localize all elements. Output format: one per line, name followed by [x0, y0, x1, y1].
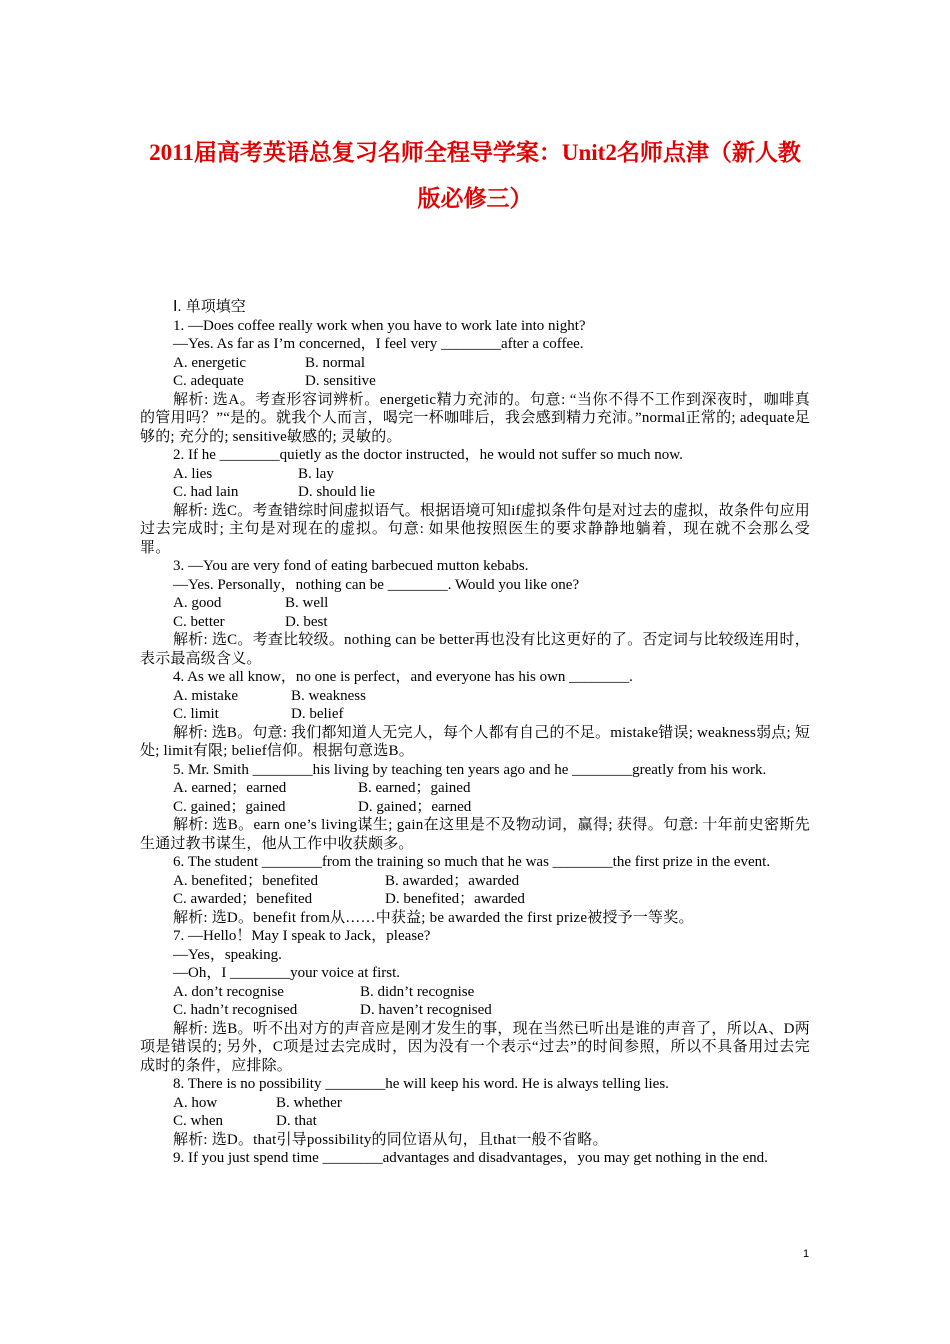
option-text: A. how — [173, 1094, 218, 1111]
option-text: D. that — [276, 1113, 317, 1129]
answer-explanation: 解析: 选C。考查比较级。nothing can be better再也没有比这更好的了。否定词与比较级连用时，表示最高级含义。 — [140, 632, 810, 667]
options-row — [140, 1112, 810, 1131]
option-text: A. mistake — [173, 687, 238, 704]
question-stem: 7. —Hello！May I speak to Jack，please? — [173, 928, 431, 944]
options-row — [140, 705, 810, 724]
option-text: D. gained；earned — [358, 798, 472, 815]
options-row — [140, 483, 810, 502]
option-text: C. better — [173, 613, 225, 630]
option-text: A. don’t recognise — [173, 983, 284, 1000]
option-text: B. lay — [298, 465, 334, 482]
options-row — [140, 687, 810, 706]
option-text: B. earned；gained — [358, 780, 471, 796]
options-row — [140, 594, 810, 613]
option-text: D. belief — [291, 706, 344, 722]
question-stem: 3. —You are very fond of eating barbecued mutton kebabs. — [173, 558, 529, 574]
answer-explanation: 解析: 选D。that引导possibility的同位语从句，且that一般不省略。 — [173, 1131, 608, 1148]
page-number: 1 — [803, 1248, 810, 1260]
option-text: B. whether — [276, 1094, 342, 1111]
answer-explanation: 解析: 选D。benefit from从……中获益; be awarded the first prize被授予一等奖。 — [173, 909, 694, 926]
option-text: B. well — [285, 595, 329, 611]
options-row — [140, 1001, 810, 1020]
question-stem: 9. If you just spend time ________advantages and disadvantages，you may get nothing in the end. — [173, 1150, 768, 1166]
option-text: D. benefited；awarded — [385, 891, 525, 907]
option-text: C. awarded；benefited — [173, 891, 313, 907]
question-line: —Yes，speaking. — [173, 946, 282, 963]
question-list — [140, 317, 810, 1168]
options-row — [140, 779, 810, 798]
option-text: C. limit — [173, 706, 219, 722]
answer-explanation: 解析: 选A。考查形容词辨析。energetic精力充沛的。句意: “当你不得不工作到深夜时，咖啡真的管用吗？”“是的。就我个人而言，喝完一杯咖啡后，我会感到精力充沛。”normal正常的; adequate足够的; 充分的; sensitive敏感的; 灵敏的。 — [140, 391, 810, 445]
document-body — [140, 298, 810, 1168]
option-text: B. weakness — [291, 687, 366, 704]
question-item — [140, 317, 810, 447]
section-heading: Ⅰ. 单项填空 — [173, 298, 246, 315]
question-item — [140, 557, 810, 668]
options-row — [140, 1094, 810, 1113]
question-line: —Oh，I ________your voice at first. — [173, 965, 401, 981]
option-text: A. energetic — [173, 354, 247, 371]
option-text: C. when — [173, 1113, 223, 1129]
option-text: A. lies — [173, 465, 213, 482]
options-row — [140, 354, 810, 373]
options-row — [140, 872, 810, 891]
answer-explanation: 解析: 选B。句意: 我们都知道人无完人，每个人都有自己的不足。mistake错误; weakness弱点; 短处; limit有限; belief信仰。根据句意选B。 — [140, 724, 811, 759]
option-text: A. earned；earned — [173, 780, 287, 796]
option-text: C. gained；gained — [173, 798, 286, 815]
answer-explanation: 解析: 选B。earn one’s living谋生; gain在这里是不及物动词，赢得; 获得。句意: 十年前史密斯先生通过教书谋生，他从工作中收获颇多。 — [140, 817, 810, 852]
question-stem: 4. As we all know，no one is perfect，and everyone has his own ________. — [173, 669, 633, 685]
option-text: D. sensitive — [305, 373, 376, 389]
option-text: B. awarded；awarded — [385, 872, 520, 889]
question-item — [140, 1149, 810, 1168]
option-text: D. should lie — [298, 484, 376, 500]
options-row — [140, 983, 810, 1002]
options-row — [140, 465, 810, 484]
option-text: D. haven’t recognised — [360, 1002, 492, 1018]
question-line: —Yes. Personally，nothing can be ________. Would you like one? — [173, 576, 580, 593]
question-item — [140, 761, 810, 854]
options-row — [140, 890, 810, 909]
question-stem: 1. —Does coffee really work when you have to work late into night? — [173, 317, 586, 334]
question-stem: 2. If he ________quietly as the doctor instructed，he would not suffer so much now. — [173, 447, 683, 463]
question-item — [140, 927, 810, 1075]
option-text: D. best — [285, 613, 328, 630]
option-text: B. didn’t recognise — [360, 983, 475, 1000]
option-text: C. had lain — [173, 484, 239, 500]
document-title: 2011届高考英语总复习名师全程导学案：Unit2名师点津（新人教版必修三） — [149, 140, 801, 211]
option-text: A. benefited；benefited — [173, 872, 318, 889]
answer-explanation: 解析: 选B。听不出对方的声音应是刚才发生的事，现在当然已听出是谁的声音了，所以A、D两项是错误的; 另外，C项是过去完成时，因为没有一个表示“过去”的时间参照，所以不具备用过去完成时的条件，应排除。 — [140, 1020, 810, 1074]
option-text: A. good — [173, 595, 222, 611]
options-row — [140, 372, 810, 391]
question-stem: 5. Mr. Smith ________his living by teaching ten years ago and he ________greatly from his work. — [173, 761, 767, 778]
option-text: C. hadn’t recognised — [173, 1002, 298, 1018]
question-item — [140, 853, 810, 927]
option-text: C. adequate — [173, 373, 244, 389]
question-item — [140, 668, 810, 761]
options-row — [140, 798, 810, 817]
answer-explanation: 解析: 选C。考查错综时间虚拟语气。根据语境可知if虚拟条件句是对过去的虚拟，故条件句应用过去完成时; 主句是对现在的虚拟。句意: 如果他按照医生的要求静静地躺着，现在就不会那么受罪。 — [140, 502, 810, 556]
question-stem: 6. The student ________from the training so much that he was ________the first prize in the event. — [173, 854, 771, 870]
question-item — [140, 1075, 810, 1149]
option-text: B. normal — [305, 354, 365, 371]
question-stem: 8. There is no possibility ________he will keep his word. He is always telling lies. — [173, 1076, 669, 1092]
question-item — [140, 446, 810, 557]
options-row — [140, 613, 810, 632]
question-line: —Yes. As far as I’m concerned，I feel very ________after a coffee. — [173, 336, 584, 352]
